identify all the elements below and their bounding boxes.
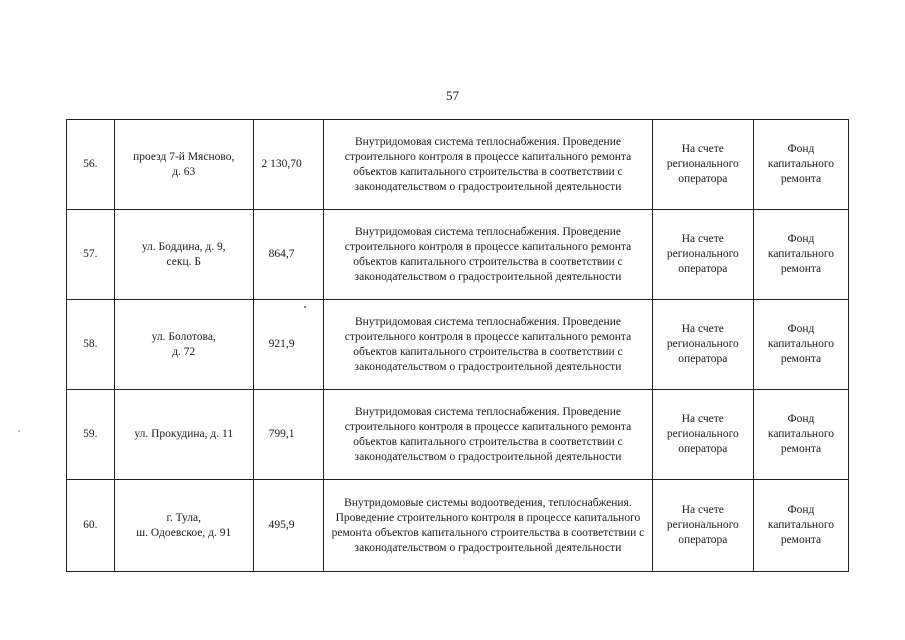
work-description-cell: Внутридомовая система теплоснабжения. Проведение строительного контроля в процессе капитального ремонта объектов капитального строительства в соответствии с законодательством о градостроительной деятельности (324, 120, 653, 210)
page-number: 57 (446, 88, 459, 103)
funding-source-cell: Фонд капитального ремонта (753, 480, 848, 572)
area-cell: 2 130,70 (253, 120, 323, 210)
works-table (66, 119, 849, 572)
table-row (67, 210, 849, 300)
work-description-cell: Внутридомовые системы водоотведения, теплоснабжения. Проведение строительного контроля в процессе капитального ремонта объектов капитального строительства в соответствии с законодательством о градостроительной деятельности (324, 480, 653, 572)
funding-source-cell: Фонд капитального ремонта (753, 390, 848, 480)
table-row (67, 120, 849, 210)
row-number: 59. (67, 390, 115, 480)
address-cell: ул. Прокудина, д. 11 (114, 390, 253, 480)
area-cell: 495,9 (253, 480, 323, 572)
address-cell: ул. Боддина, д. 9, секц. Б (114, 210, 253, 300)
area-cell: 799,1 (253, 390, 323, 480)
work-description-cell: Внутридомовая система теплоснабжения. Проведение строительного контроля в процессе капитального ремонта объектов капитального строительства в соответствии с законодательством о градостроительной деятельности (324, 300, 653, 390)
scan-speck (304, 306, 306, 308)
table-row (67, 300, 849, 390)
table-row (67, 480, 849, 572)
address-cell: проезд 7-й Мясново, д. 63 (114, 120, 253, 210)
account-cell: На счете регионального оператора (652, 390, 753, 480)
table-row (67, 390, 849, 480)
scan-speck (18, 430, 20, 432)
row-number: 57. (67, 210, 115, 300)
row-number: 56. (67, 120, 115, 210)
work-description-cell: Внутридомовая система теплоснабжения. Проведение строительного контроля в процессе капитального ремонта объектов капитального строительства в соответствии с законодательством о градостроительной деятельности (324, 210, 653, 300)
account-cell: На счете регионального оператора (652, 300, 753, 390)
account-cell: На счете регионального оператора (652, 210, 753, 300)
row-number: 58. (67, 300, 115, 390)
area-cell: 921,9 (253, 300, 323, 390)
funding-source-cell: Фонд капитального ремонта (753, 210, 848, 300)
account-cell: На счете регионального оператора (652, 120, 753, 210)
address-cell: г. Тула, ш. Одоевское, д. 91 (114, 480, 253, 572)
address-cell: ул. Болотова, д. 72 (114, 300, 253, 390)
funding-source-cell: Фонд капитального ремонта (753, 120, 848, 210)
row-number: 60. (67, 480, 115, 572)
account-cell: На счете регионального оператора (652, 480, 753, 572)
area-cell: 864,7 (253, 210, 323, 300)
funding-source-cell: Фонд капитального ремонта (753, 300, 848, 390)
work-description-cell: Внутридомовая система теплоснабжения. Проведение строительного контроля в процессе капитального ремонта объектов капитального строительства в соответствии с законодательством о градостроительной деятельности (324, 390, 653, 480)
